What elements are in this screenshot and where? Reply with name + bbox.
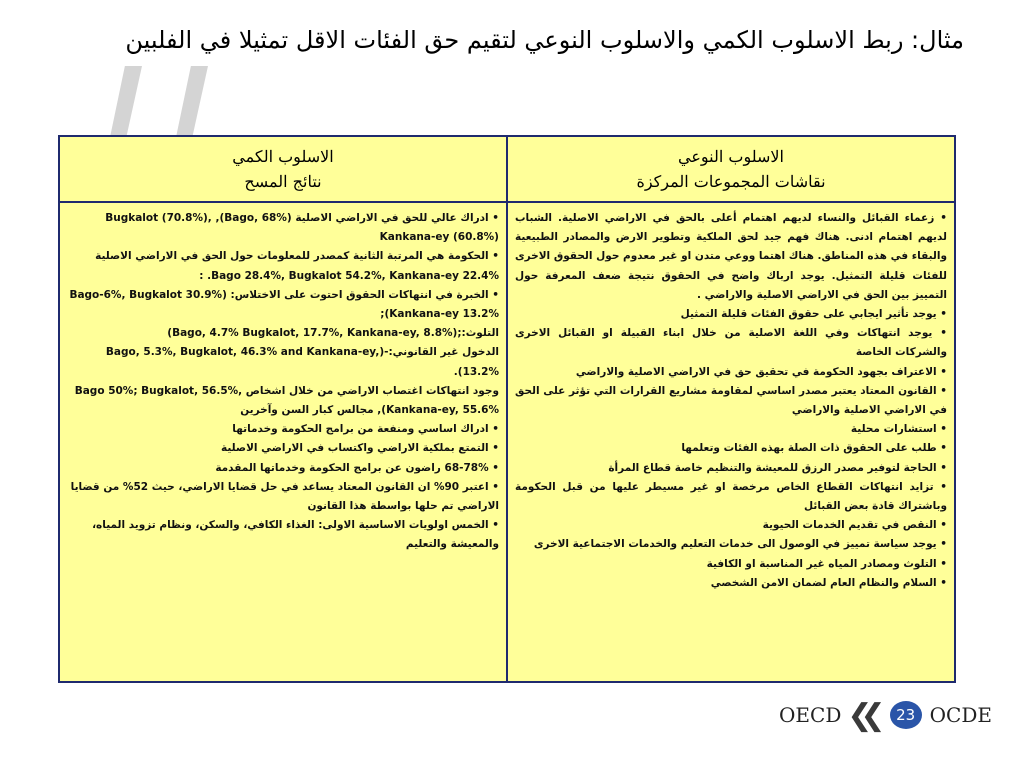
list-item: الدخول غير القانوني:-(Bago, 5.3%, Bugkalot, 46.3% and Kankana-ey, 13.2%). xyxy=(105,346,499,378)
list-item: • يوجد سياسة تمييز في الوصول الى خدمات التعليم والخدمات الاجتماعية الاخرى xyxy=(533,538,947,551)
list-item: • الاعتراف بجهود الحكومة في تحقيق حق في الاراضي الاصلية والاراضي xyxy=(575,365,947,378)
page-number-badge: 23 xyxy=(890,701,922,729)
list-item: وجود انتهاكات اغتصاب الاراضي من خلال اشخاص Bago 50%; Bugkalot, 56.5%, Kankana-ey, 55.6%), مجالس كبار السن وآخرين xyxy=(74,384,499,417)
comparison-table xyxy=(58,135,956,683)
list-item: • السلام والنظام العام لضمان الامن الشخصي xyxy=(710,576,947,589)
footer-logo xyxy=(779,697,992,733)
list-item: • ادراك عالي للحق في الاراضي الاصلية (Bago, 68%), Bugkalot (70.8%), Kankana-ey (60.8%) xyxy=(105,212,499,244)
qualitative-header xyxy=(506,137,954,201)
qualitative-header-title: الاسلوب النوعي xyxy=(678,147,784,166)
list-item: • الخمس اولويات الاساسية الاولى: الغذاء الكافي، والسكن، ونظام تزويد المياه، والمعيشة والتعليم xyxy=(92,519,499,551)
list-item: • ادراك اساسي ومنفعة من برامج الحكومة وخدماتها xyxy=(232,423,499,436)
list-item: • النقص في تقديم الخدمات الحيوية xyxy=(762,519,947,532)
list-item: • الحكومة هي المرتبة الثانية كمصدر للمعلومات حول الحق في الاراضي الاصلية Bago 28.4%, Bugkalot 54.2%, Kankana-ey 22.4%. : xyxy=(95,250,499,282)
list-item: • تزايد انتهاكات القطاع الخاص مرخصة او غير مسيطر عليها من قبل الحكومة وباشتراك قادة بعض القبائل xyxy=(515,480,947,513)
list-item: • زعماء القبائل والنساء لديهم اهتمام أعلى بالحق في الاراضي الاصلية. الشباب لديهم اهتمام ادنى. هناك فهم جيد لحق الملكية وتطوير الارض والمصادر الطبيعية والبقاء في هذه المناطق. هناك اهتما ووعي متدن او غير معدوم حول الحقوق الاخرى للفئات قليلة التمثيل. يوجد ارباك واضح في الحقوق نتيجة ضعف المعرفة حول التمييز بين الحق في الاراضي الاصلية والاراضي . xyxy=(515,212,947,301)
list-item: • استشارات محلية xyxy=(850,423,947,436)
list-item: • التلوث ومصادر المياه غير المناسبة او الكافية xyxy=(706,557,947,570)
list-item: • 68-78% راضون عن برامج الحكومة وخدماتها المقدمة xyxy=(215,461,499,474)
list-item: • اعتبر 90% ان القانون المعتاد يساعد في حل قضايا الاراضي، حيث 52% من قضايا الاراضي تم حلها بواسطة هذا القانون xyxy=(70,480,499,513)
qualitative-header-subtitle: نقاشات المجموعات المركزة xyxy=(636,172,826,191)
ocde-logo-text: OCDE xyxy=(929,703,992,727)
table-header-row xyxy=(60,137,954,203)
table-body-row xyxy=(60,203,954,681)
slide-title: مثال: ربط الاسلوب الكمي والاسلوب النوعي لتقيم حق الفئات الاقل تمثيلا في الفلبين xyxy=(125,26,964,54)
list-item: التلوث:;(Bago, 4.7% Bugkalot, 17.7%, Kankana-ey, 8.8%) xyxy=(167,327,499,340)
list-item: • القانون المعتاد يعتبر مصدر اساسي لمقاومة مشاريع القرارات التي تؤثر على الحق في الاراضي الاصلية والاراضي xyxy=(515,384,947,417)
oecd-logo-text: OECD xyxy=(779,703,842,727)
list-item: • يوجد تأثير ايجابي على حقوق الفئات قليلة التمثيل xyxy=(680,308,947,321)
quantitative-header-subtitle: نتائج المسح xyxy=(244,172,322,191)
list-item: • الخبرة في انتهاكات الحقوق احتوت على الاختلاس: (Bago-6%, Bugkalot 30.9% Kankana-ey 13.2%); xyxy=(69,288,499,321)
double-chevron-icon: ❮❮ xyxy=(847,697,874,733)
list-item: • يوجد انتهاكات وفي اللغة الاصلية من خلال ابناء القبيلة او القبائل الاخرى والشركات الخاصة xyxy=(515,327,947,359)
list-item: • طلب على الحقوق ذات الصلة بهذه الفئات وتعلمها xyxy=(681,442,947,455)
quantitative-header-title: الاسلوب الكمي xyxy=(232,147,334,166)
list-item: • التمتع بملكية الاراضي واكتساب في الاراضي الاصلية xyxy=(220,442,499,455)
quantitative-header xyxy=(60,137,506,201)
quantitative-column xyxy=(60,203,506,681)
qualitative-column xyxy=(506,203,954,681)
list-item: • الحاجة لتوفير مصدر الرزق للمعيشة والتنظيم خاصة قطاع المرأة xyxy=(608,461,947,474)
